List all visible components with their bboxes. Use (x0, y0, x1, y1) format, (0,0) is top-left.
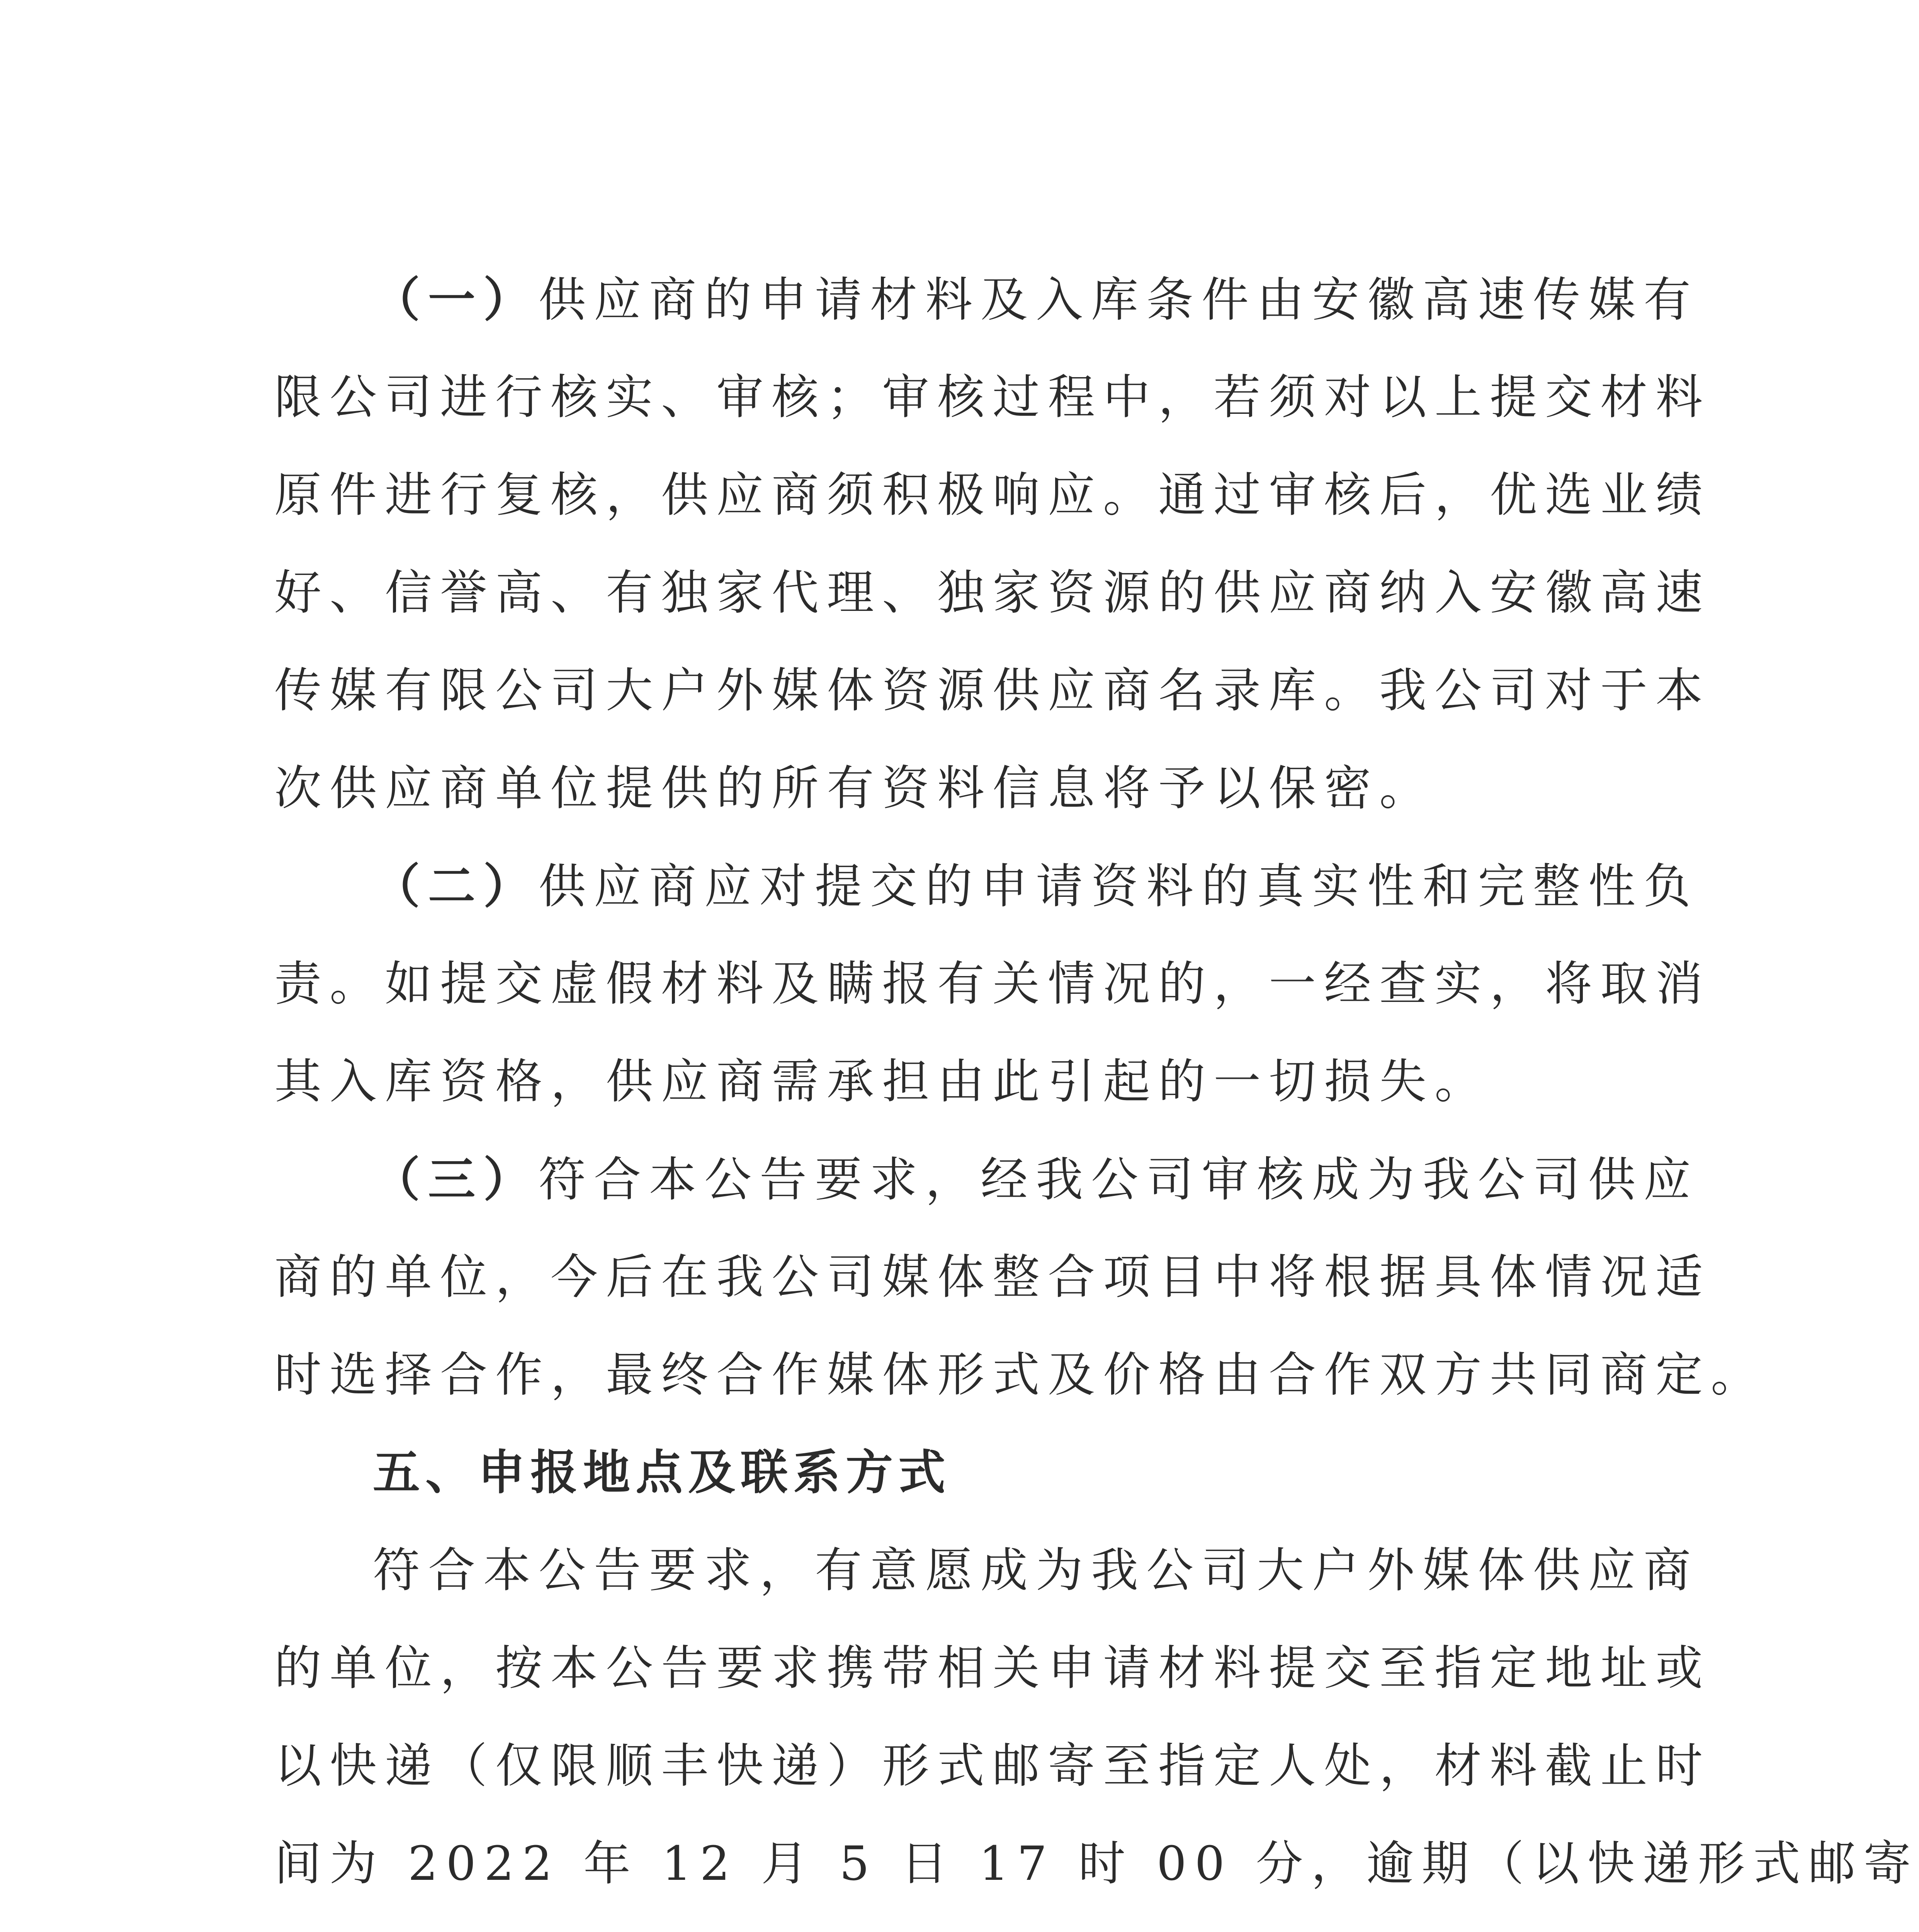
para3-marker: （三） (373, 1151, 539, 1207)
para3-line2: 商的单位，今后在我公司媒体整合项目中将根据具体情况适 (274, 1250, 1711, 1304)
section5-heading: 五、申报地点及联系方式 (373, 1445, 951, 1500)
para3-line1-text: 符合本公告要求，经我公司审核成为我公司供应 (539, 1152, 1699, 1207)
para3-line1 (373, 1148, 1699, 1210)
para2-line1 (373, 855, 1699, 917)
para4-line2: 的单位，按本公告要求携带相关申请材料提交至指定地址或 (274, 1641, 1711, 1696)
para1-line6: 次供应商单位提供的所有资料信息将予以保密。 (274, 761, 1435, 816)
para1-line2: 限公司进行核实、审核；审核过程中，若须对以上提交材料 (274, 370, 1711, 425)
para4-line1: 符合本公告要求，有意愿成为我公司大户外媒体供应商 (373, 1543, 1699, 1598)
para3-line3: 时选择合作，最终合作媒体形式及价格由合作双方共同商定。 (274, 1347, 1766, 1402)
para1-line4: 好、信誉高、有独家代理、独家资源的供应商纳入安徽高速 (274, 565, 1711, 620)
para1-line1-text: 供应商的申请材料及入库条件由安徽高速传媒有 (539, 272, 1699, 327)
para2-line2: 责。如提交虚假材料及瞒报有关情况的，一经查实，将取消 (274, 956, 1711, 1011)
para2-marker: （二） (373, 858, 539, 914)
para4-line3: 以快递（仅限顺丰快递）形式邮寄至指定人处，材料截止时 (274, 1738, 1711, 1793)
para1-line3: 原件进行复核，供应商须积极响应。通过审核后，优选业绩 (274, 468, 1711, 522)
para4-line5 (274, 1930, 1607, 1932)
para4-line4: 间为 2022 年 12 月 5 日 17 时 00 分，逾期（以快递形式邮寄 (274, 1836, 1919, 1891)
para1-line1 (373, 269, 1699, 330)
para1-line5: 传媒有限公司大户外媒体资源供应商名录库。我公司对于本 (274, 663, 1711, 718)
para2-line1-text: 供应商应对提交的申请资料的真实性和完整性负 (539, 859, 1699, 914)
para2-line3: 其入库资格，供应商需承担由此引起的一切损失。 (274, 1054, 1490, 1109)
para1-marker: （一） (373, 272, 539, 327)
